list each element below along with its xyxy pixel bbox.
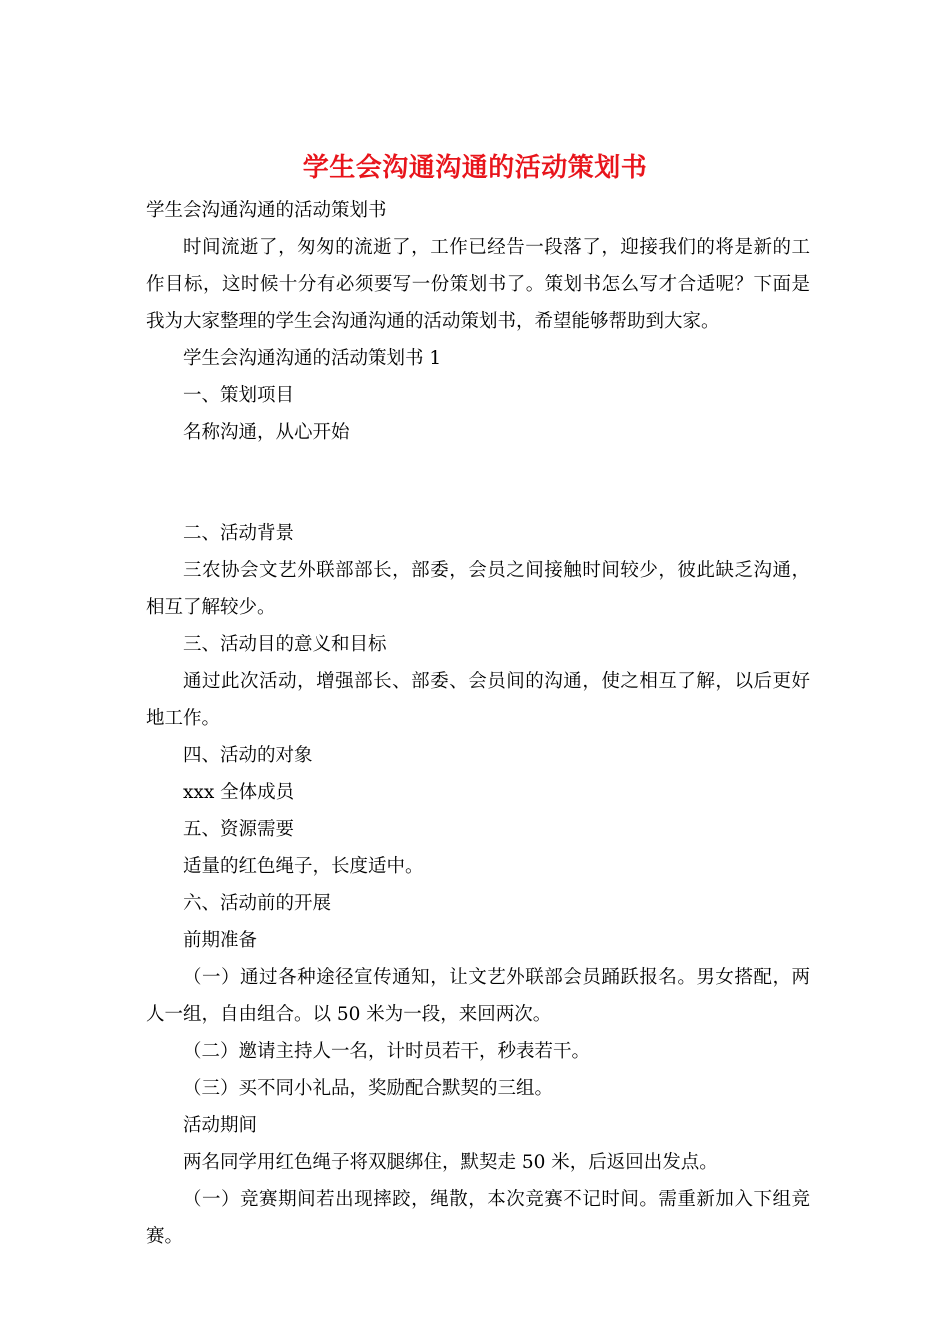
document-body: [146, 192, 810, 1255]
paragraph: 时间流逝了，匆匆的流逝了，工作已经告一段落了，迎接我们的将是新的工作目标，这时候十分有必须要写一份策划书了。策划书怎么写才合适呢？下面是我为大家整理的学生会沟通沟通的活动策划书，希望能够帮助到大家。: [146, 237, 810, 332]
body-section-intro: [146, 192, 810, 451]
body-section-details: [146, 515, 810, 1255]
paragraph: 活动期间: [183, 1115, 258, 1136]
paragraph: （一）通过各种途径宣传通知，让文艺外联部会员踊跃报名。男女搭配，两人一组，自由组合。以 50 米为一段，来回两次。: [146, 967, 810, 1025]
paragraph: xxx 全体成员: [183, 782, 295, 803]
paragraph: 通过此次活动，增强部长、部委、会员间的沟通，使之相互了解，以后更好地工作。: [146, 671, 810, 729]
paragraph: 二、活动背景: [183, 523, 295, 544]
paragraph: 学生会沟通沟通的活动策划书: [146, 200, 387, 221]
paragraph: 四、活动的对象: [183, 745, 313, 766]
paragraph: （一）竞赛期间若出现摔跤，绳散，本次竞赛不记时间。需重新加入下组竞赛。: [146, 1189, 810, 1247]
paragraph: 学生会沟通沟通的活动策划书 1: [183, 348, 442, 369]
paragraph: （三）买不同小礼品，奖励配合默契的三组。: [183, 1078, 554, 1099]
paragraph: 前期准备: [183, 930, 258, 951]
document-title: 学生会沟通沟通的活动策划书: [302, 153, 648, 183]
paragraph: 适量的红色绳子，长度适中。: [183, 856, 424, 877]
paragraph: 六、活动前的开展: [183, 893, 332, 914]
paragraph: 名称沟通，从心开始: [183, 422, 350, 443]
paragraph: 三、活动目的意义和目标: [183, 634, 387, 655]
paragraph: 三农协会文艺外联部部长，部委，会员之间接触时间较少，彼此缺乏沟通，相互了解较少。: [146, 560, 810, 618]
paragraph: （二）邀请主持人一名，计时员若干，秒表若干。: [183, 1041, 591, 1062]
paragraph: 一、策划项目: [183, 385, 295, 406]
paragraph: 五、资源需要: [183, 819, 295, 840]
blank-gap: [146, 451, 810, 515]
paragraph: 两名同学用红色绳子将双腿绑住，默契走 50 米，后返回出发点。: [183, 1152, 718, 1173]
